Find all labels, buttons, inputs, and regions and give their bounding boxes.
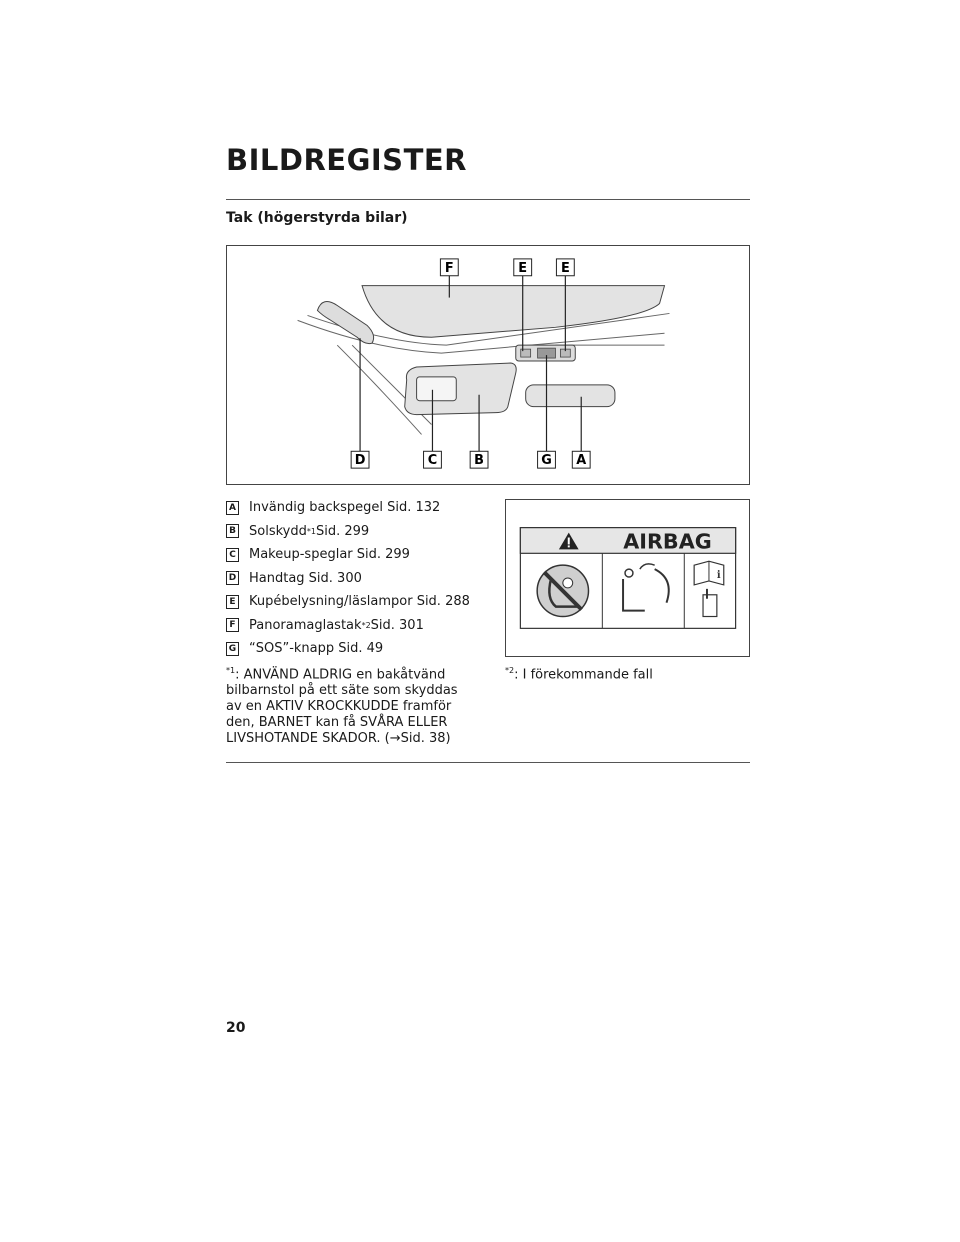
title-divider <box>226 199 750 200</box>
letter-c-box: C <box>226 548 239 562</box>
legend-item-b <box>226 520 486 544</box>
footnote-1-text: : ANVÄND ALDRIG en bakåtvänd bilbarnstol på ett säte som skyddas av en AKTIV KROCKKUDDE framför den, BARNET kan få SVÅRA ELLER LIVSHOTANDE SKADOR. (→Sid. 38) <box>226 667 458 747</box>
svg-text:E: E <box>518 260 528 276</box>
legend-text-c: Makeup-speglar Sid. 299 <box>249 547 410 563</box>
callout-g <box>538 451 556 468</box>
legend-item-g <box>226 637 486 661</box>
legend-after-b: Sid. 299 <box>315 523 370 539</box>
letter-d-box: D <box>226 571 239 585</box>
footnote-2 <box>505 663 750 683</box>
callout-f <box>440 259 458 276</box>
callout-e-left <box>514 259 532 276</box>
legend-after-f: Sid. 301 <box>370 617 424 633</box>
footnote-1 <box>226 663 476 747</box>
legend-text-g: “SOS”-knapp Sid. 49 <box>249 641 384 657</box>
legend-sup-b: *1 <box>306 526 316 536</box>
callout-c <box>424 451 442 468</box>
legend-text-d: Handtag Sid. 300 <box>249 570 362 586</box>
callout-e-right <box>556 259 574 276</box>
callout-b <box>470 451 488 468</box>
svg-text:C: C <box>427 453 438 469</box>
letter-b-box: B <box>226 524 239 538</box>
svg-text:D: D <box>354 453 366 469</box>
callout-d <box>351 451 369 468</box>
legend-text-b: Solskydd <box>249 523 307 539</box>
legend-text-e: Kupébelysning/läslampor Sid. 288 <box>249 594 470 610</box>
legend-item-c <box>226 543 486 567</box>
ceiling-illustration <box>227 246 749 484</box>
legend-item-e <box>226 590 486 614</box>
letter-g-box: G <box>226 642 239 656</box>
legend-item-d <box>226 567 486 591</box>
svg-text:G: G <box>541 453 552 469</box>
section-title: Tak (högerstyrda bilar) <box>226 210 408 226</box>
svg-text:i: i <box>716 570 721 581</box>
legend-list <box>226 496 486 661</box>
airbag-warning-label <box>505 499 750 657</box>
footnote-2-text: : I förekommande fall <box>514 667 653 683</box>
letter-f-box: F <box>226 618 239 632</box>
svg-text:E: E <box>560 260 570 276</box>
callout-a <box>572 451 590 468</box>
svg-text:A: A <box>576 453 587 469</box>
page-title: BILDREGISTER <box>226 143 467 177</box>
legend-sup-f: *2 <box>361 620 371 630</box>
page-number: 20 <box>226 1020 246 1036</box>
letter-e-box: E <box>226 595 239 609</box>
airbag-text: AIRBAG <box>623 529 712 554</box>
bottom-divider <box>226 762 750 763</box>
legend-text-a: Invändig backspegel Sid. 132 <box>249 500 441 516</box>
no-child-seat-icon <box>537 565 588 616</box>
footnote-1-marker: *1 <box>226 666 236 675</box>
svg-text:F: F <box>444 260 454 276</box>
footnote-2-marker: *2 <box>505 666 515 675</box>
svg-text:B: B <box>474 453 484 469</box>
legend-item-a <box>226 496 486 520</box>
legend-item-f <box>226 614 486 638</box>
letter-a-box: A <box>226 501 239 515</box>
legend-text-f: Panoramaglastak <box>249 617 362 633</box>
ceiling-figure <box>226 245 750 485</box>
airbag-label-illustration <box>506 500 749 656</box>
